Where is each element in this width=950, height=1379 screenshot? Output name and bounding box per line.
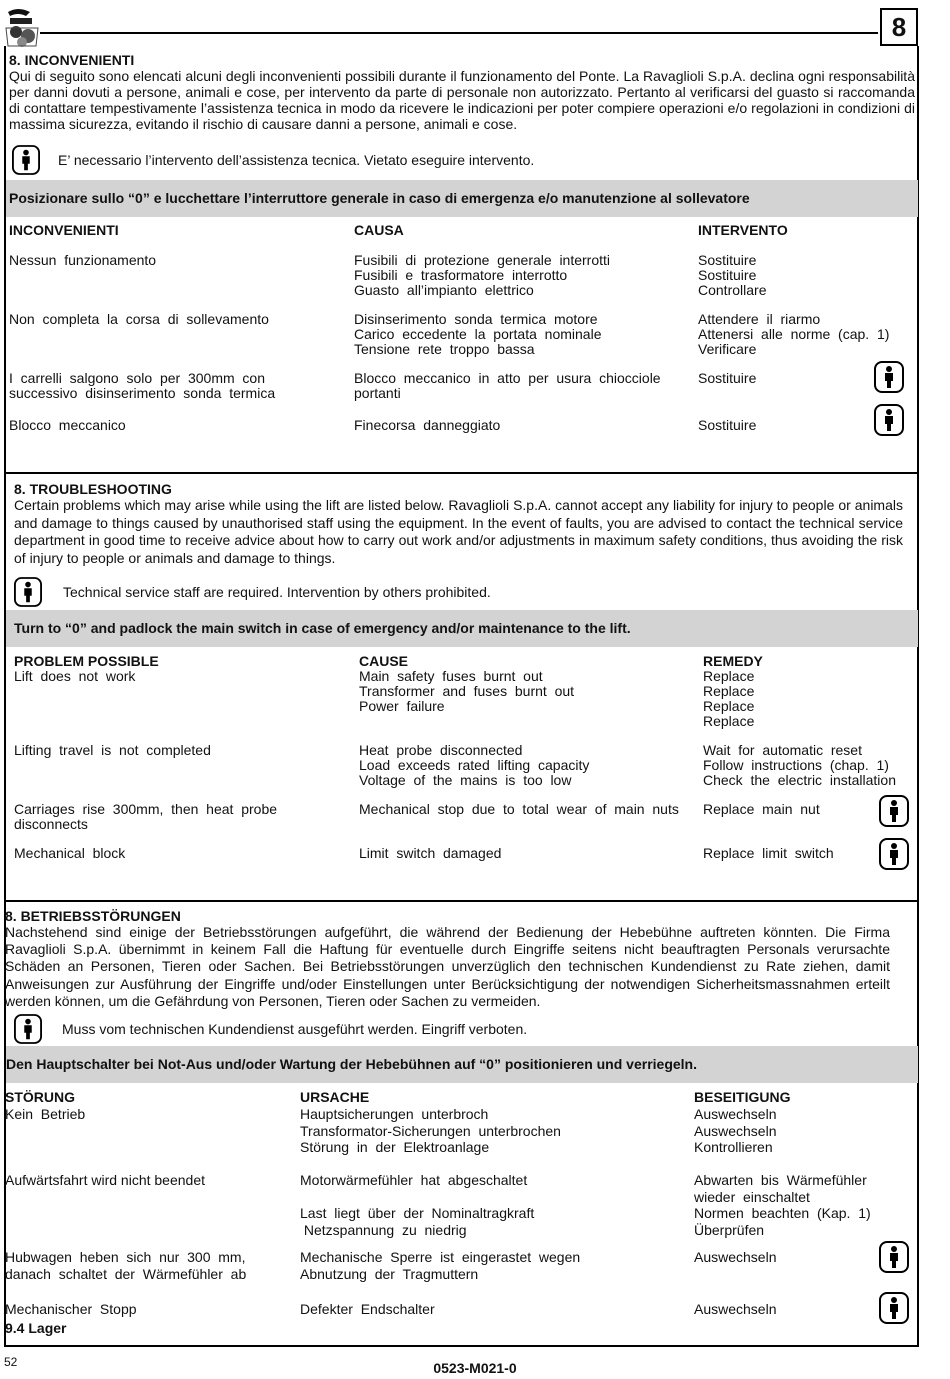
technician-notice xyxy=(14,1014,527,1044)
table-row-cause: Finecorsa danneggiato xyxy=(354,417,501,433)
technician-required-icon xyxy=(12,145,40,175)
section-title: 8. BETRIEBSSTÖRUNGEN xyxy=(5,908,181,924)
column-header-remedy: REMEDY xyxy=(703,653,763,669)
table-row-remedy: Sostituire Sostituire Controllare xyxy=(698,252,767,298)
section-divider xyxy=(4,900,919,902)
column-header-remedy: BESEITIGUNG xyxy=(694,1089,791,1105)
section-german xyxy=(5,908,890,1010)
table-row-cause: Last liegt über der Nominaltragkraft Netzspannung zu niedrig xyxy=(300,1205,535,1238)
table-row-cause: Motorwärmefühler hat abgeschaltet xyxy=(300,1172,528,1188)
table-row-remedy: Auswechseln xyxy=(694,1249,777,1265)
section-italian xyxy=(9,52,915,132)
section-english xyxy=(14,481,903,567)
column-header-problem: PROBLEM POSSIBLE xyxy=(14,653,159,669)
table-row-cause: Mechanical stop due to total wear of main nuts xyxy=(359,801,679,817)
frame-right xyxy=(917,46,919,1346)
intro-paragraph: Certain problems which may arise while using the lift are listed below. Ravaglioli S.p.A. cannot accept any liability for injury to people or animals and damage to things caused by unauthorised staff using the equipment. In the event of faults, you are advised to contact the technical service department in good time to receive advice about how to carry out work and/or adjustments in maximum safety conditions, thus avoiding the risk of injury to people or animals and damage to things. xyxy=(14,497,903,566)
table-row-remedy: Replace Replace Replace Replace xyxy=(703,668,755,729)
table-row-problem: Blocco meccanico xyxy=(9,417,126,433)
table-row-problem: I carrelli salgono solo per 300mm con successivo disinserimento sonda termica xyxy=(9,370,276,401)
technician-required-icon xyxy=(879,838,909,870)
table-row-problem: Aufwärtsfahrt wird nicht beendet xyxy=(5,1172,205,1188)
table-row-problem: Lift does not work xyxy=(14,668,136,684)
table-row-problem: Lifting travel is not completed xyxy=(14,742,211,758)
table-row-cause: Main safety fuses burnt out Transformer and fuses burnt out Power failure xyxy=(359,668,575,714)
table-row-remedy: Attendere il riarmo Attenersi alle norme (cap. 1) Verificare xyxy=(698,311,890,357)
column-header-problem: STÖRUNG xyxy=(5,1089,75,1105)
section-divider xyxy=(4,472,919,474)
document-code: 0523-M021-0 xyxy=(433,1360,517,1376)
section-title: 8. INCONVENIENTI xyxy=(9,52,135,68)
chapter-number: 8 xyxy=(880,8,918,46)
table-row-problem: Non completa la corsa di sollevamento xyxy=(9,311,269,327)
table-row-cause: Mechanische Sperre ist eingerastet wegen Abnutzung der Tragmuttern xyxy=(300,1249,581,1282)
column-header-remedy: INTERVENTO xyxy=(698,222,788,238)
header-rule xyxy=(40,32,878,34)
table-row-remedy: Normen beachten (Kap. 1) Überprüfen xyxy=(694,1205,871,1238)
intro-paragraph: Nachstehend sind einige der Betriebsstörungen aufgeführt, die während der Bedienung der Hebebühne auftreten könnten. Die Firma Ravaglioli S.p.A. übernimmt in keinem Fall die Haftung für eventuelle durch Eingriffe seitens nicht beauftragten Personals verursachte Schäden an Personen, Tieren oder Sachen. Bei Betriebsstörungen unverzüglich den technischen Kundendienst zu Rate ziehen, damit Anweisungen zur Ausführung der Eingriffe und/oder Einstellungen unter Berücksichtigung der notwendigen Sicherheitsmassnahmen erteilt werden können, um die Gefährdung von Personen, Tieren oder Sachen zu vermeiden. xyxy=(5,924,890,1009)
technician-notice xyxy=(14,577,491,607)
frame-bottom xyxy=(4,1345,919,1347)
table-row-remedy: Replace main nut xyxy=(703,801,820,817)
warning-band: Posizionare sullo “0” e lucchettare l’interruttore generale in caso di emergenza e/o manutenzione al sollevatore xyxy=(6,180,918,217)
intro-paragraph: Qui di seguito sono elencati alcuni degli inconvenienti possibili durante il funzionamento del Ponte. La Ravaglioli S.p.A. declina ogni responsabilità per danni dovuti a persone, animali e cose, per intervento da parte di personale non autorizzato. Pertanto al verificarsi del guasto si raccomanda di contattare tempestivamente l’assistenza tecnica in modo da ricevere le indicazioni per poter compiere operazioni e/o regolazioni in condizioni di massima sicurezza, evitando il rischio di causare danni a persone, animali e cose. xyxy=(9,68,915,132)
warning-band: Turn to “0” and padlock the main switch in case of emergency and/or maintenance to the lift. xyxy=(6,610,918,647)
table-row-remedy: Wait for automatic reset Follow instructions (chap. 1) Check the electric installation xyxy=(703,742,896,788)
table-row-cause: Disinserimento sonda termica motore Carico eccedente la portata nominale Tensione rete troppo bassa xyxy=(354,311,602,357)
table-row-remedy: Auswechseln xyxy=(694,1301,777,1317)
table-row-cause: Blocco meccanico in atto per usura chiocciole portanti xyxy=(354,370,661,401)
technician-required-icon xyxy=(879,1292,909,1324)
table-row-cause: Hauptsicherungen unterbroch Transformator-Sicherungen unterbrochen Störung in der Elektroanlage xyxy=(300,1106,561,1156)
warning-band: Den Hauptschalter bei Not-Aus und/oder Wartung der Hebebühnen auf “0” positionieren und verriegeln. xyxy=(6,1046,918,1083)
table-row-problem: Carriages rise 300mm, then heat probe disconnects xyxy=(14,801,278,832)
technician-required-icon xyxy=(874,404,904,436)
technician-required-icon xyxy=(874,361,904,393)
table-row-remedy: Sostituire xyxy=(698,417,757,433)
technician-required-icon xyxy=(14,577,42,607)
table-row-remedy: Abwarten bis Wärmefühler wieder einschaltet xyxy=(694,1172,867,1205)
notice-text: E’ necessario l’intervento dell’assistenza tecnica. Vietato eseguire intervento. xyxy=(58,152,535,168)
technician-required-icon xyxy=(14,1014,42,1044)
technician-required-icon xyxy=(879,1241,909,1273)
table-row-problem: Kein Betrieb xyxy=(5,1106,86,1122)
table-row-cause: Limit switch damaged xyxy=(359,845,502,861)
table-row-cause: Fusibili di protezione generale interrotti Fusibili e trasformatore interrotto Guasto all’impianto elettrico xyxy=(354,252,611,298)
company-logo-icon xyxy=(2,6,42,48)
table-row-problem: Mechanical block xyxy=(14,845,126,861)
next-section-heading: 9.4 Lager xyxy=(5,1320,67,1336)
technician-required-icon xyxy=(879,795,909,827)
column-header-cause: URSACHE xyxy=(300,1089,370,1105)
technician-notice xyxy=(12,145,534,175)
column-header-problem: INCONVENIENTI xyxy=(9,222,119,238)
table-row-problem: Nessun funzionamento xyxy=(9,252,157,268)
section-title: 8. TROUBLESHOOTING xyxy=(14,481,172,497)
notice-text: Muss vom technischen Kundendienst ausgeführt werden. Eingriff verboten. xyxy=(62,1021,528,1037)
table-row-remedy: Replace limit switch xyxy=(703,845,834,861)
table-row-remedy: Auswechseln Auswechseln Kontrollieren xyxy=(694,1106,777,1156)
column-header-cause: CAUSE xyxy=(359,653,409,669)
column-header-cause: CAUSA xyxy=(354,222,404,238)
frame-left xyxy=(4,46,6,1346)
page-number: 52 xyxy=(4,1355,18,1369)
table-row-remedy: Sostituire xyxy=(698,370,757,386)
notice-text: Technical service staff are required. Intervention by others prohibited. xyxy=(63,584,491,600)
table-row-problem: Mechanischer Stopp xyxy=(5,1301,137,1317)
table-row-cause: Defekter Endschalter xyxy=(300,1301,435,1317)
table-row-problem: Hubwagen heben sich nur 300 mm, danach schaltet der Wärmefühler ab xyxy=(5,1249,247,1282)
table-row-cause: Heat probe disconnected Load exceeds rated lifting capacity Voltage of the mains is too low xyxy=(359,742,590,788)
